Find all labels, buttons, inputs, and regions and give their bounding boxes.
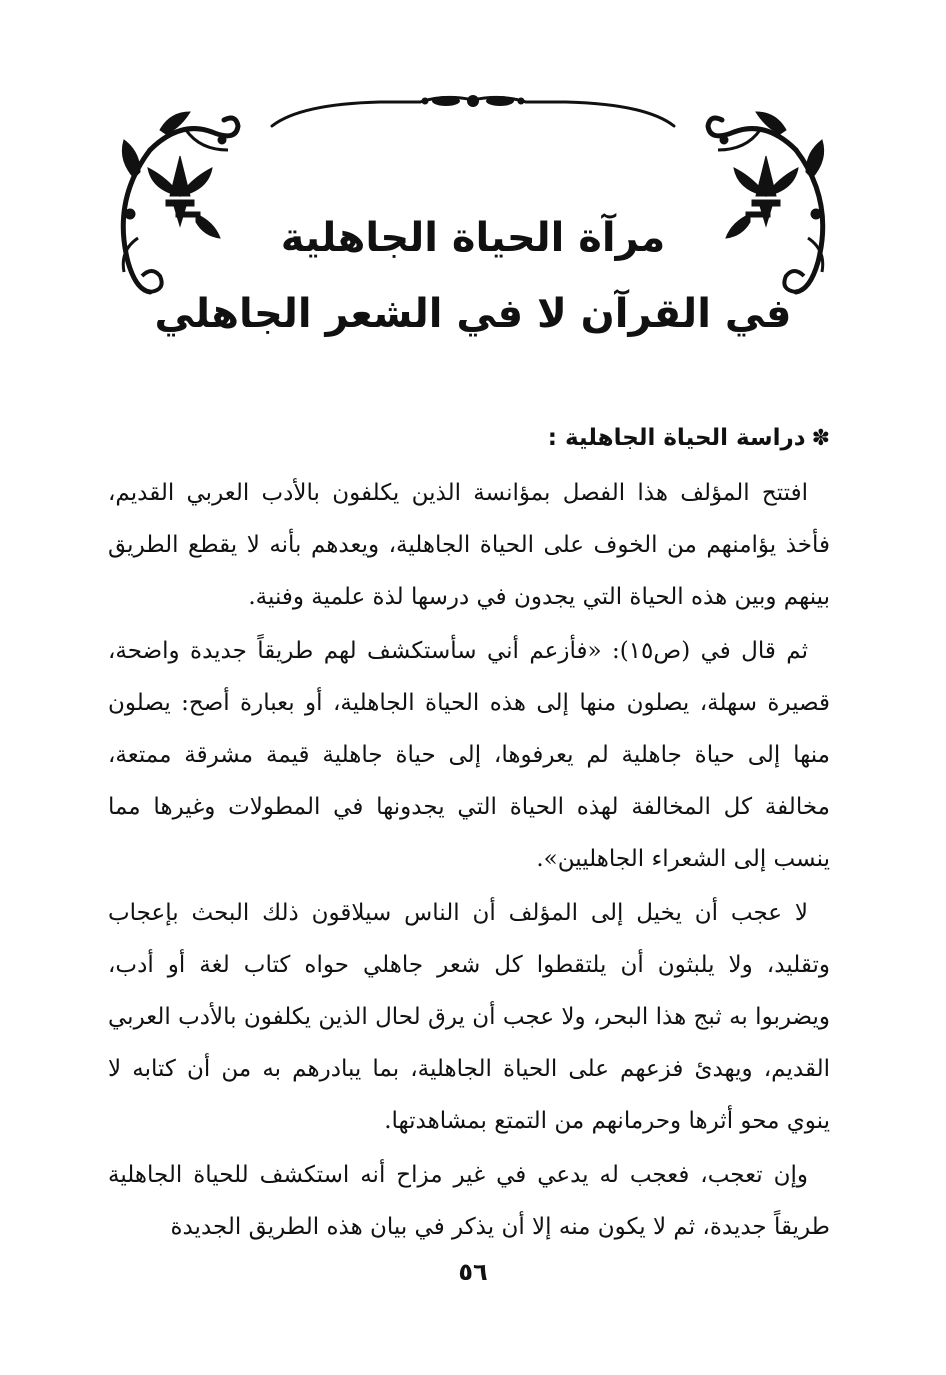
paragraph-1: افتتح المؤلف هذا الفصل بمؤانسة الذين يكلفون بالأدب العربي القديم، فأخذ يؤامنهم من الخوف على الحياة الجاهلية، ويعدهم بأنه لا يقطع الطريق بينهم وبين هذه الحياة التي يجدون في درسها لذة علمية وفنية.	[108, 480, 830, 610]
asterisk-bullet-icon: ✽	[811, 426, 830, 451]
section-heading	[108, 412, 830, 465]
body-text	[108, 412, 830, 1255]
paragraph-2: ثم قال في (ص١٥): «فأزعم أني سأستكشف لهم طريقاً جديدة واضحة، قصيرة سهلة، يصلون منها إلى هذه الحياة الجاهلية، أو بعبارة أصح: يصلون منها إلى حياة جاهلية لم يعرفوها، إلى حياة جاهلية قيمة مشرقة ممتعة، مخالفة كل المخالفة لهذه الحياة التي يجدونها في المطولات وغيرها مما ينسب إلى الشعراء الجاهليين».	[108, 638, 830, 872]
chapter-title-line-1: مرآة الحياة الجاهلية	[280, 215, 666, 261]
page-number: ٥٦	[458, 1258, 488, 1286]
paragraph-4: وإن تعجب، فعجب له يدعي في غير مزاح أنه استكشف للحياة الجاهلية طريقاً جديدة، ثم لا يكون منه إلا أن يذكر في بيان هذه الطريق الجديدة	[108, 1162, 830, 1240]
paragraph-3: لا عجب أن يخيل إلى المؤلف أن الناس سيلاقون ذلك البحث بإعجاب وتقليد، ولا يلبثون أن يلتقطوا كل شعر جاهلي حواه كتاب لغة أو أدب، ويضربوا به ثبج هذا البحر، ولا عجب أن يرق لحال الذين يكلفون بالأدب العربي القديم، ويهدئ فزعهم على الحياة الجاهلية، بما يبادرهم به من أن كتابه لا ينوي محو أثرها وحرمانهم من التمتع بمشاهدتها.	[108, 900, 830, 1134]
section-heading-text: دراسة الحياة الجاهلية :	[547, 425, 806, 451]
chapter-title-line-2: في القرآن لا في الشعر الجاهلي	[154, 291, 792, 337]
chapter-title	[150, 200, 796, 352]
